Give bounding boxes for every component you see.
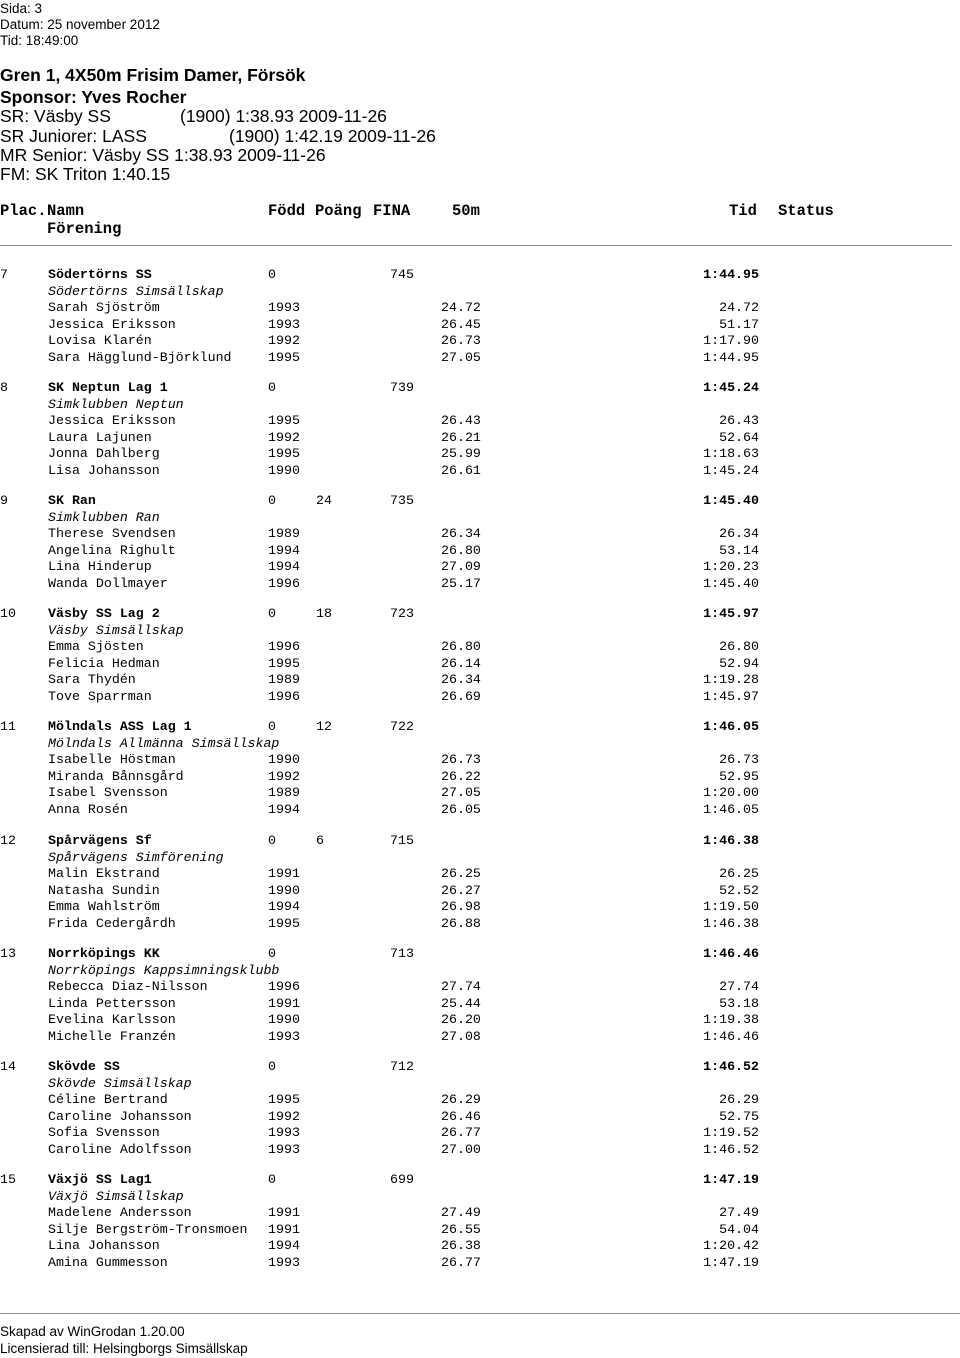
swimmer-name: Therese Svendsen <box>48 526 176 541</box>
col-status: Status <box>778 202 834 220</box>
swimmer-cumulative: 52.95 <box>719 769 759 784</box>
team-result <box>0 946 960 1056</box>
team-name: Norrköpings KK <box>48 946 160 961</box>
swimmer-cumulative: 1:45.24 <box>703 463 759 478</box>
team-born: 0 <box>268 1172 276 1187</box>
team-result <box>0 493 960 603</box>
swimmer-split: 26.77 <box>441 1125 481 1140</box>
swimmer-cumulative: 1:19.38 <box>703 1012 759 1027</box>
swimmer-split: 26.21 <box>441 430 481 445</box>
swimmer-cumulative: 1:46.05 <box>703 802 759 817</box>
swimmer-born: 1990 <box>268 752 300 767</box>
col-poang: Poäng <box>315 202 362 220</box>
swimmer-split: 27.74 <box>441 979 481 994</box>
swimmer-name: Emma Wahlström <box>48 899 160 914</box>
swimmer-split: 26.43 <box>441 413 481 428</box>
swimmer-row <box>0 333 960 349</box>
swimmer-cumulative: 52.52 <box>719 883 759 898</box>
team-place: 12 <box>0 833 16 848</box>
swimmer-name: Evelina Karlsson <box>48 1012 176 1027</box>
team-fina: 722 <box>390 719 414 734</box>
col-tid: Tid <box>729 202 757 220</box>
swimmer-name: Frida Cedergårdh <box>48 916 176 931</box>
swimmer-cumulative: 27.74 <box>719 979 759 994</box>
swimmer-born: 1995 <box>268 656 300 671</box>
swimmer-split: 26.73 <box>441 752 481 767</box>
swimmer-name: Lina Hinderup <box>48 559 152 574</box>
swimmer-row <box>0 350 960 366</box>
team-born: 0 <box>268 1059 276 1074</box>
swimmer-name: Sara Hägglund-Björklund <box>48 350 232 365</box>
swimmer-name: Madelene Andersson <box>48 1205 192 1220</box>
swimmer-cumulative: 1:18.63 <box>703 446 759 461</box>
swimmer-name: Felicia Hedman <box>48 656 160 671</box>
swimmer-born: 1989 <box>268 672 300 687</box>
swimmer-name: Céline Bertrand <box>48 1092 168 1107</box>
team-fina: 723 <box>390 606 414 621</box>
swimmer-cumulative: 1:46.52 <box>703 1142 759 1157</box>
swimmer-split: 25.99 <box>441 446 481 461</box>
team-fina: 713 <box>390 946 414 961</box>
swimmer-row <box>0 785 960 801</box>
swimmer-name: Rebecca Diaz-Nilsson <box>48 979 208 994</box>
swimmer-row <box>0 446 960 462</box>
swimmer-cumulative: 52.64 <box>719 430 759 445</box>
team-place: 13 <box>0 946 16 961</box>
swimmer-row <box>0 1222 960 1238</box>
team-place: 8 <box>0 380 8 395</box>
swimmer-name: Lovisa Klarén <box>48 333 152 348</box>
team-club: Södertörns Simsällskap <box>48 284 224 299</box>
swimmer-name: Sarah Sjöström <box>48 300 160 315</box>
swimmer-name: Jessica Eriksson <box>48 317 176 332</box>
swimmer-born: 1991 <box>268 866 300 881</box>
swimmer-born: 1990 <box>268 463 300 478</box>
swimmer-born: 1993 <box>268 1255 300 1270</box>
swimmer-born: 1994 <box>268 559 300 574</box>
swimmer-split: 26.61 <box>441 463 481 478</box>
swimmer-born: 1996 <box>268 639 300 654</box>
swimmer-split: 26.34 <box>441 526 481 541</box>
team-fina: 699 <box>390 1172 414 1187</box>
swimmer-name: Sara Thydén <box>48 672 136 687</box>
swimmer-born: 1991 <box>268 1222 300 1237</box>
team-time: 1:44.95 <box>703 267 759 282</box>
swimmer-row <box>0 1092 960 1108</box>
swimmer-split: 26.05 <box>441 802 481 817</box>
team-club: Norrköpings Kappsimningsklubb <box>48 963 280 978</box>
swimmer-born: 1994 <box>268 899 300 914</box>
team-result <box>0 380 960 490</box>
swimmer-row <box>0 526 960 542</box>
swimmer-name: Wanda Dollmayer <box>48 576 168 591</box>
team-born: 0 <box>268 380 276 395</box>
team-name: SK Neptun Lag 1 <box>48 380 168 395</box>
swimmer-born: 1994 <box>268 543 300 558</box>
swimmer-name: Natasha Sundin <box>48 883 160 898</box>
swimmer-name: Sofia Svensson <box>48 1125 160 1140</box>
swimmer-name: Malin Ekstrand <box>48 866 160 881</box>
swimmer-born: 1993 <box>268 300 300 315</box>
swimmer-row <box>0 769 960 785</box>
swimmer-row <box>0 1142 960 1158</box>
swimmer-cumulative: 53.18 <box>719 996 759 1011</box>
team-place: 7 <box>0 267 8 282</box>
swimmer-row <box>0 802 960 818</box>
team-born: 0 <box>268 946 276 961</box>
swimmer-row <box>0 1205 960 1221</box>
team-name: Väsby SS Lag 2 <box>48 606 160 621</box>
record-fm: FM: SK Triton 1:40.15 <box>0 164 171 184</box>
team-result <box>0 1059 960 1169</box>
team-fina: 735 <box>390 493 414 508</box>
header-divider <box>0 245 952 246</box>
swimmer-split: 24.72 <box>441 300 481 315</box>
swimmer-cumulative: 1:20.42 <box>703 1238 759 1253</box>
team-place: 11 <box>0 719 16 734</box>
swimmer-split: 27.49 <box>441 1205 481 1220</box>
swimmer-split: 27.00 <box>441 1142 481 1157</box>
swimmer-born: 1996 <box>268 689 300 704</box>
swimmer-born: 1994 <box>268 1238 300 1253</box>
swimmer-name: Anna Rosén <box>48 802 128 817</box>
team-points: 6 <box>316 833 324 848</box>
swimmer-split: 26.20 <box>441 1012 481 1027</box>
team-club: Simklubben Neptun <box>48 397 184 412</box>
print-date: Datum: 25 november 2012 <box>0 17 160 32</box>
swimmer-born: 1996 <box>268 979 300 994</box>
team-time: 1:45.40 <box>703 493 759 508</box>
record-value: (1900) 1:42.19 2009-11-26 <box>229 126 436 146</box>
event-title: Gren 1, 4X50m Frisim Damer, Försök <box>0 65 306 85</box>
team-name: Mölndals ASS Lag 1 <box>48 719 192 734</box>
swimmer-born: 1991 <box>268 1205 300 1220</box>
team-place: 9 <box>0 493 8 508</box>
swimmer-cumulative: 1:17.90 <box>703 333 759 348</box>
team-place: 10 <box>0 606 16 621</box>
col-plac: Plac. <box>0 202 47 220</box>
swimmer-name: Emma Sjösten <box>48 639 144 654</box>
col-fodd: Född <box>268 202 306 220</box>
team-points: 18 <box>316 606 332 621</box>
swimmer-name: Amina Gummesson <box>48 1255 168 1270</box>
swimmer-cumulative: 1:47.19 <box>703 1255 759 1270</box>
record-value: (1900) 1:38.93 2009-11-26 <box>180 106 387 126</box>
footer-divider <box>0 1313 960 1314</box>
swimmer-name: Jessica Eriksson <box>48 413 176 428</box>
swimmer-born: 1993 <box>268 317 300 332</box>
swimmer-cumulative: 26.80 <box>719 639 759 654</box>
swimmer-cumulative: 1:19.52 <box>703 1125 759 1140</box>
swimmer-split: 27.09 <box>441 559 481 574</box>
team-place: 14 <box>0 1059 16 1074</box>
swimmer-split: 26.27 <box>441 883 481 898</box>
swimmer-row <box>0 689 960 705</box>
swimmer-split: 25.44 <box>441 996 481 1011</box>
swimmer-split: 26.34 <box>441 672 481 687</box>
swimmer-row <box>0 656 960 672</box>
team-fina: 715 <box>390 833 414 848</box>
team-born: 0 <box>268 493 276 508</box>
team-born: 0 <box>268 267 276 282</box>
record-label: SR Juniorer: LASS <box>0 126 147 146</box>
team-name: Södertörns SS <box>48 267 152 282</box>
swimmer-name: Lina Johansson <box>48 1238 160 1253</box>
swimmer-born: 1992 <box>268 333 300 348</box>
swimmer-born: 1992 <box>268 430 300 445</box>
swimmer-cumulative: 26.73 <box>719 752 759 767</box>
swimmer-born: 1989 <box>268 526 300 541</box>
swimmer-row <box>0 1029 960 1045</box>
swimmer-born: 1996 <box>268 576 300 591</box>
team-name: Spårvägens Sf <box>48 833 152 848</box>
swimmer-row <box>0 996 960 1012</box>
swimmer-born: 1990 <box>268 1012 300 1027</box>
team-time: 1:47.19 <box>703 1172 759 1187</box>
swimmer-cumulative: 1:20.23 <box>703 559 759 574</box>
swimmer-row <box>0 1012 960 1028</box>
team-club: Skövde Simsällskap <box>48 1076 192 1091</box>
swimmer-row <box>0 1109 960 1125</box>
swimmer-row <box>0 916 960 932</box>
swimmer-name: Caroline Johansson <box>48 1109 192 1124</box>
swimmer-cumulative: 1:19.50 <box>703 899 759 914</box>
swimmer-name: Lisa Johansson <box>48 463 160 478</box>
swimmer-split: 26.69 <box>441 689 481 704</box>
swimmer-split: 26.80 <box>441 543 481 558</box>
team-fina: 739 <box>390 380 414 395</box>
swimmer-row <box>0 413 960 429</box>
record-sr <box>0 106 387 126</box>
swimmer-row <box>0 883 960 899</box>
swimmer-split: 26.88 <box>441 916 481 931</box>
swimmer-cumulative: 52.94 <box>719 656 759 671</box>
swimmer-born: 1995 <box>268 413 300 428</box>
swimmer-row <box>0 576 960 592</box>
col-fina: FINA <box>373 202 411 220</box>
swimmer-born: 1995 <box>268 1092 300 1107</box>
swimmer-cumulative: 54.04 <box>719 1222 759 1237</box>
team-club: Väsby Simsällskap <box>48 623 184 638</box>
swimmer-split: 25.17 <box>441 576 481 591</box>
swimmer-row <box>0 672 960 688</box>
team-time: 1:46.46 <box>703 946 759 961</box>
swimmer-split: 26.38 <box>441 1238 481 1253</box>
swimmer-row <box>0 430 960 446</box>
swimmer-row <box>0 752 960 768</box>
swimmer-born: 1989 <box>268 785 300 800</box>
team-name: Växjö SS Lag1 <box>48 1172 152 1187</box>
team-time: 1:46.38 <box>703 833 759 848</box>
swimmer-name: Jonna Dahlberg <box>48 446 160 461</box>
swimmer-split: 27.05 <box>441 785 481 800</box>
record-sr-junior <box>0 126 436 146</box>
swimmer-row <box>0 899 960 915</box>
swimmer-born: 1992 <box>268 769 300 784</box>
swimmer-name: Miranda Bånnsgård <box>48 769 184 784</box>
team-points: 24 <box>316 493 332 508</box>
swimmer-born: 1995 <box>268 916 300 931</box>
footer-license: Licensierad till: Helsingborgs Simsällskap <box>0 1341 248 1356</box>
footer-created: Skapad av WinGrodan 1.20.00 <box>0 1324 185 1339</box>
swimmer-split: 26.46 <box>441 1109 481 1124</box>
team-result <box>0 719 960 829</box>
swimmer-name: Isabelle Höstman <box>48 752 176 767</box>
swimmer-row <box>0 866 960 882</box>
swimmer-born: 1993 <box>268 1029 300 1044</box>
team-born: 0 <box>268 719 276 734</box>
swimmer-cumulative: 1:44.95 <box>703 350 759 365</box>
swimmer-cumulative: 51.17 <box>719 317 759 332</box>
swimmer-name: Isabel Svensson <box>48 785 168 800</box>
team-points: 12 <box>316 719 332 734</box>
swimmer-name: Laura Lajunen <box>48 430 152 445</box>
team-time: 1:46.52 <box>703 1059 759 1074</box>
swimmer-row <box>0 463 960 479</box>
team-result <box>0 833 960 943</box>
team-time: 1:45.24 <box>703 380 759 395</box>
team-place: 15 <box>0 1172 16 1187</box>
event-sponsor: Sponsor: Yves Rocher <box>0 87 187 107</box>
swimmer-row <box>0 559 960 575</box>
record-mr-senior: MR Senior: Väsby SS 1:38.93 2009-11-26 <box>0 145 326 165</box>
team-name: Skövde SS <box>48 1059 120 1074</box>
swimmer-cumulative: 1:45.97 <box>703 689 759 704</box>
team-time: 1:46.05 <box>703 719 759 734</box>
swimmer-cumulative: 26.43 <box>719 413 759 428</box>
swimmer-split: 27.05 <box>441 350 481 365</box>
swimmer-split: 26.55 <box>441 1222 481 1237</box>
team-result <box>0 606 960 716</box>
swimmer-name: Michelle Franzén <box>48 1029 176 1044</box>
swimmer-name: Linda Pettersson <box>48 996 176 1011</box>
swimmer-born: 1993 <box>268 1125 300 1140</box>
swimmer-row <box>0 317 960 333</box>
col-namn: Namn <box>47 202 85 220</box>
swimmer-cumulative: 27.49 <box>719 1205 759 1220</box>
team-name: SK Ran <box>48 493 96 508</box>
swimmer-born: 1995 <box>268 350 300 365</box>
swimmer-split: 26.77 <box>441 1255 481 1270</box>
team-club: Mölndals Allmänna Simsällskap <box>48 736 280 751</box>
team-fina: 745 <box>390 267 414 282</box>
swimmer-split: 26.14 <box>441 656 481 671</box>
swimmer-cumulative: 24.72 <box>719 300 759 315</box>
swimmer-cumulative: 1:46.38 <box>703 916 759 931</box>
swimmer-name: Tove Sparrman <box>48 689 152 704</box>
swimmer-row <box>0 979 960 995</box>
swimmer-name: Angelina Righult <box>48 543 176 558</box>
team-time: 1:45.97 <box>703 606 759 621</box>
team-result <box>0 267 960 377</box>
swimmer-split: 27.08 <box>441 1029 481 1044</box>
team-club: Simklubben Ran <box>48 510 160 525</box>
team-club: Spårvägens Simförening <box>48 850 224 865</box>
swimmer-name: Caroline Adolfsson <box>48 1142 192 1157</box>
swimmer-born: 1992 <box>268 1109 300 1124</box>
swimmer-split: 26.80 <box>441 639 481 654</box>
swimmer-born: 1990 <box>268 883 300 898</box>
col-split: 50m <box>452 202 480 220</box>
swimmer-row <box>0 543 960 559</box>
swimmer-row <box>0 1125 960 1141</box>
swimmer-row <box>0 1255 960 1271</box>
swimmer-born: 1994 <box>268 802 300 817</box>
swimmer-split: 26.22 <box>441 769 481 784</box>
swimmer-split: 26.45 <box>441 317 481 332</box>
swimmer-cumulative: 26.34 <box>719 526 759 541</box>
team-born: 0 <box>268 833 276 848</box>
team-club: Växjö Simsällskap <box>48 1189 184 1204</box>
swimmer-born: 1995 <box>268 446 300 461</box>
swimmer-cumulative: 1:19.28 <box>703 672 759 687</box>
page-number: Sida: 3 <box>0 1 43 16</box>
swimmer-row <box>0 300 960 316</box>
swimmer-split: 26.29 <box>441 1092 481 1107</box>
swimmer-split: 26.25 <box>441 866 481 881</box>
swimmer-cumulative: 26.25 <box>719 866 759 881</box>
print-time: Tid: 18:49:00 <box>0 33 79 48</box>
swimmer-cumulative: 52.75 <box>719 1109 759 1124</box>
swimmer-cumulative: 1:45.40 <box>703 576 759 591</box>
swimmer-split: 26.98 <box>441 899 481 914</box>
team-result <box>0 1172 960 1282</box>
team-born: 0 <box>268 606 276 621</box>
swimmer-born: 1991 <box>268 996 300 1011</box>
record-label: SR: Väsby SS <box>0 106 111 126</box>
swimmer-cumulative: 26.29 <box>719 1092 759 1107</box>
swimmer-row <box>0 639 960 655</box>
swimmer-cumulative: 1:20.00 <box>703 785 759 800</box>
col-forening: Förening <box>47 220 122 238</box>
swimmer-cumulative: 1:46.46 <box>703 1029 759 1044</box>
swimmer-cumulative: 53.14 <box>719 543 759 558</box>
swimmer-split: 26.73 <box>441 333 481 348</box>
swimmer-name: Silje Bergström-Tronsmoen <box>48 1222 248 1237</box>
team-fina: 712 <box>390 1059 414 1074</box>
swimmer-row <box>0 1238 960 1254</box>
swimmer-born: 1993 <box>268 1142 300 1157</box>
